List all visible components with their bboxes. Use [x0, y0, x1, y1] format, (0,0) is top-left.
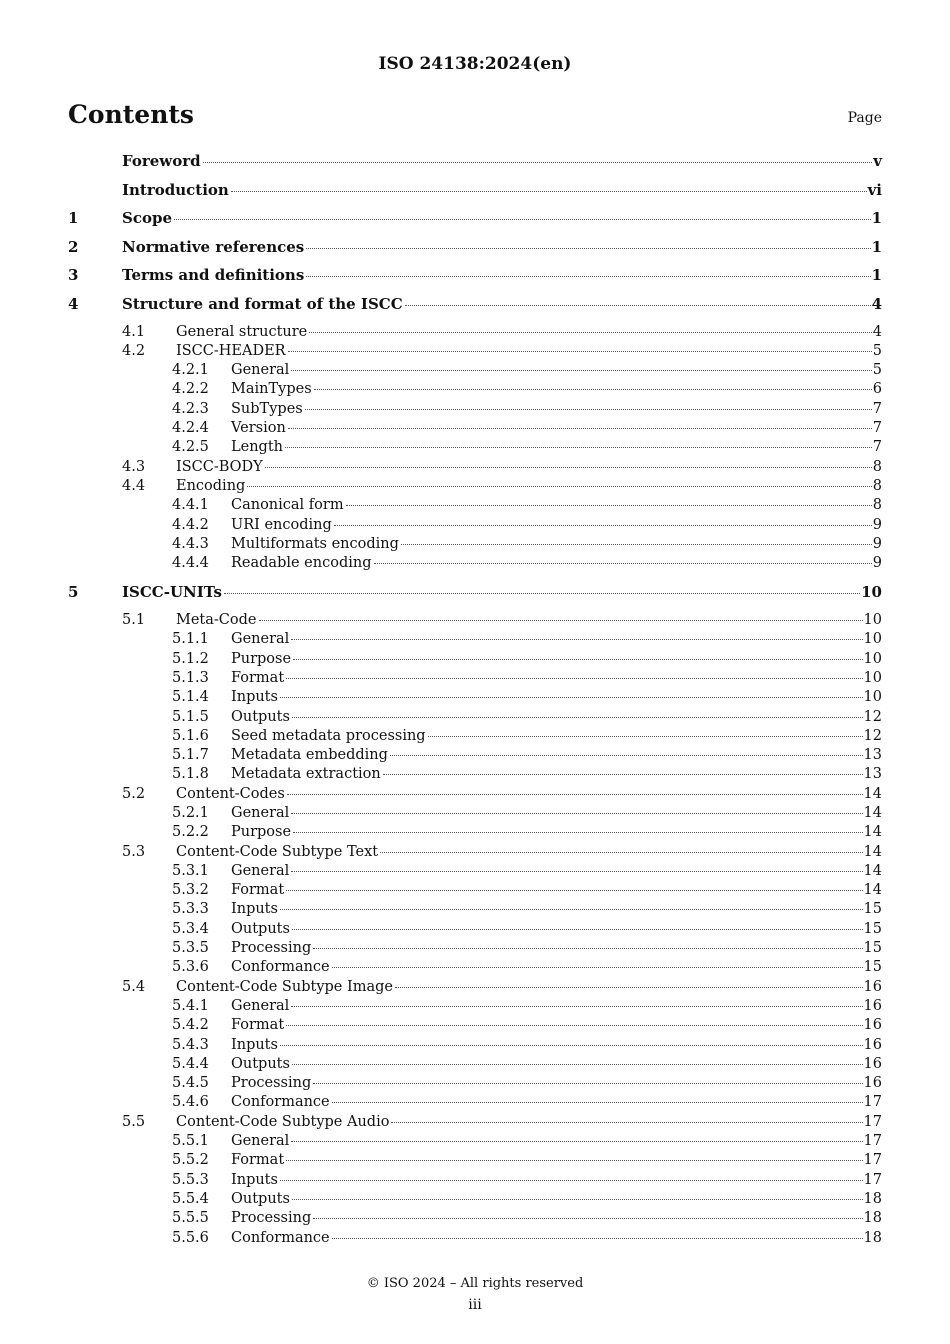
dot-leader [174, 219, 871, 220]
toc-entry[interactable] [68, 295, 882, 324]
dot-leader [332, 1238, 863, 1239]
toc-entry-number: 5.4.2 [172, 1017, 209, 1034]
dot-leader [292, 1199, 863, 1200]
toc-entry-title[interactable]: Metadata embedding [231, 747, 388, 764]
toc-entry[interactable] [68, 1056, 882, 1075]
toc-entry-number: 5.5.6 [172, 1229, 209, 1246]
toc-entry-title[interactable]: General [231, 997, 290, 1014]
toc-entry-number: 5.2.2 [172, 824, 209, 841]
toc-entry[interactable] [68, 381, 882, 400]
toc-entry-title[interactable]: General [231, 362, 290, 379]
toc-entry-title[interactable]: Encoding [176, 477, 246, 494]
toc-entry-title[interactable]: General [231, 631, 290, 648]
toc-entry-number: 5.5.4 [172, 1190, 209, 1207]
toc-entry-title[interactable]: Length [231, 439, 283, 456]
dot-leader [305, 409, 872, 410]
toc-entry[interactable] [68, 238, 882, 267]
toc-entry-page[interactable]: 10 [863, 612, 882, 629]
dot-leader [306, 248, 870, 249]
dot-leader [313, 948, 862, 949]
toc-entry-number: 5.1.1 [172, 631, 209, 648]
toc-entry-title[interactable]: Content-Code Subtype Text [176, 843, 379, 860]
toc-entry-title[interactable]: Content-Code Subtype Image [176, 978, 393, 995]
toc-entry[interactable] [68, 181, 882, 210]
toc-entry-title[interactable]: Conformance [231, 959, 330, 976]
toc-entry[interactable] [68, 209, 882, 238]
toc-entry[interactable] [68, 766, 882, 785]
page-column-label: Page [847, 110, 882, 126]
toc-entry[interactable] [68, 497, 882, 516]
toc-entry-page[interactable]: 17 [863, 1171, 882, 1188]
toc-entry[interactable] [68, 998, 882, 1017]
toc-entry-number: 5.5.1 [172, 1133, 209, 1150]
toc-entry[interactable] [68, 1152, 882, 1171]
toc-entry[interactable] [68, 1017, 882, 1036]
toc-entry[interactable] [68, 728, 882, 747]
toc-entry-page[interactable]: 8 [872, 458, 882, 475]
dot-leader [293, 659, 862, 660]
toc-entry-page[interactable]: vi [867, 180, 882, 199]
toc-entry-number: 3 [68, 266, 79, 285]
toc-entry-title[interactable]: ISCC-HEADER [176, 342, 286, 359]
toc-entry-page[interactable]: 7 [872, 420, 882, 437]
toc-entry[interactable] [68, 1210, 882, 1229]
toc-entry-title[interactable]: Version [231, 420, 286, 437]
toc-entry-title[interactable]: Outputs [231, 1055, 290, 1072]
toc-entry-page[interactable]: 16 [863, 997, 882, 1014]
dot-leader [288, 428, 872, 429]
toc-entry-number: 5.1.5 [172, 708, 209, 725]
dot-leader [383, 774, 863, 775]
toc-entry-page[interactable]: 18 [863, 1210, 882, 1227]
toc-entry[interactable] [68, 536, 882, 555]
toc-entry-number: 5.5.3 [172, 1171, 209, 1188]
toc-entry-number: 4.4.2 [172, 516, 209, 533]
toc-entry-title[interactable]: Canonical form [231, 497, 344, 514]
toc-entry[interactable] [68, 824, 882, 843]
toc-entry-page[interactable]: 9 [872, 516, 882, 533]
toc-entry-number: 5.5.5 [172, 1210, 209, 1227]
dot-leader [291, 813, 862, 814]
dot-leader [309, 332, 872, 333]
toc-entry[interactable] [68, 882, 882, 901]
toc-entry[interactable] [68, 1094, 882, 1113]
toc-entry[interactable] [68, 362, 882, 381]
toc-entry-number: 5.3.4 [172, 920, 209, 937]
toc-entry[interactable] [68, 1191, 882, 1210]
toc-entry[interactable] [68, 786, 882, 805]
toc-entry-page[interactable]: 4 [871, 294, 882, 313]
toc-entry[interactable] [68, 747, 882, 766]
toc-entry-title[interactable]: Purpose [231, 824, 292, 841]
toc-entry[interactable] [68, 555, 882, 574]
dot-leader [286, 1025, 862, 1026]
table-of-contents [68, 152, 882, 1249]
toc-entry-number: 5.3.1 [172, 862, 209, 879]
toc-entry-number: 5 [68, 583, 79, 602]
toc-entry-page[interactable]: 14 [863, 843, 882, 860]
toc-entry-page[interactable]: 15 [863, 959, 882, 976]
toc-entry-number: 2 [68, 237, 79, 256]
dot-leader [285, 447, 872, 448]
toc-entry-title[interactable]: General [231, 862, 290, 879]
toc-entry[interactable] [68, 1133, 882, 1152]
toc-entry-page[interactable]: 1 [871, 266, 882, 285]
toc-entry-title[interactable]: Format [231, 669, 285, 686]
toc-entry[interactable] [68, 612, 882, 631]
dot-leader [291, 871, 862, 872]
toc-entry-number: 4.2.5 [172, 439, 209, 456]
toc-entry-title[interactable]: General structure [176, 323, 308, 340]
toc-entry-page[interactable]: 18 [863, 1229, 882, 1246]
toc-entry-number: 5.5.2 [172, 1152, 209, 1169]
toc-entry-title[interactable]: URI encoding [231, 516, 332, 533]
toc-entry-title[interactable]: Metadata extraction [231, 766, 381, 783]
toc-entry-title[interactable]: SubTypes [231, 400, 303, 417]
toc-entry-number: 5.1.8 [172, 766, 209, 783]
toc-entry-number: 5.4.3 [172, 1036, 209, 1053]
toc-entry-title[interactable]: ISCC-UNITs [122, 583, 222, 602]
dot-leader [401, 544, 872, 545]
dot-leader [314, 389, 872, 390]
toc-entry[interactable] [68, 583, 882, 612]
toc-entry-page[interactable]: 16 [863, 1017, 882, 1034]
toc-entry[interactable] [68, 439, 882, 458]
toc-entry-page[interactable]: 10 [863, 669, 882, 686]
toc-entry-page[interactable]: 15 [863, 940, 882, 957]
toc-entry-title[interactable]: Inputs [231, 901, 278, 918]
dot-leader [380, 852, 862, 853]
toc-entry-title[interactable]: Outputs [231, 708, 290, 725]
dot-leader [334, 525, 872, 526]
toc-entry[interactable] [68, 940, 882, 959]
toc-entry-number: 5.1 [122, 612, 146, 629]
toc-entry[interactable] [68, 651, 882, 670]
toc-entry-number: 4.4.1 [172, 497, 209, 514]
toc-entry[interactable] [68, 1230, 882, 1249]
toc-entry-title[interactable]: Inputs [231, 689, 278, 706]
toc-entry-page[interactable]: 14 [863, 804, 882, 821]
toc-entry-page[interactable]: 12 [863, 727, 882, 744]
toc-entry[interactable] [68, 901, 882, 920]
toc-entry[interactable] [68, 709, 882, 728]
toc-entry-number: 4.3 [122, 458, 146, 475]
toc-entry-page[interactable]: 8 [872, 477, 882, 494]
toc-entry[interactable] [68, 921, 882, 940]
dot-leader [291, 639, 862, 640]
toc-entry-number: 5.3.6 [172, 959, 209, 976]
toc-entry-page[interactable]: 15 [863, 920, 882, 937]
dot-leader [390, 755, 863, 756]
dot-leader [265, 467, 872, 468]
toc-entry-page[interactable]: 16 [863, 1036, 882, 1053]
toc-entry-number: 4.4.4 [172, 555, 209, 572]
toc-entry-page[interactable]: 10 [863, 689, 882, 706]
toc-entry[interactable] [68, 1075, 882, 1094]
dot-leader [332, 967, 863, 968]
dot-leader [286, 1160, 862, 1161]
dot-leader [288, 351, 872, 352]
toc-entry-page[interactable]: 1 [871, 237, 882, 256]
toc-entry-number: 4.2.3 [172, 400, 209, 417]
toc-entry-title[interactable]: Structure and format of the ISCC [122, 294, 403, 313]
toc-entry[interactable] [68, 1114, 882, 1133]
toc-entry-title[interactable]: Conformance [231, 1094, 330, 1111]
toc-entry-title[interactable]: Seed metadata processing [231, 727, 426, 744]
toc-entry-title[interactable]: Content-Code Subtype Audio [176, 1113, 390, 1130]
toc-entry[interactable] [68, 343, 882, 362]
dot-leader [280, 909, 863, 910]
toc-entry-number: 5.4.4 [172, 1055, 209, 1072]
toc-entry[interactable] [68, 324, 882, 343]
toc-entry-page[interactable]: 16 [863, 1075, 882, 1092]
toc-entry-page[interactable]: 14 [863, 785, 882, 802]
toc-entry-title[interactable]: Format [231, 882, 285, 899]
toc-entry-page[interactable]: 10 [861, 583, 882, 602]
toc-entry-title[interactable]: Meta-Code [176, 612, 257, 629]
toc-entry-title[interactable]: Inputs [231, 1171, 278, 1188]
toc-entry-page[interactable]: 7 [872, 400, 882, 417]
dot-leader [291, 1141, 862, 1142]
toc-entry-number: 1 [68, 209, 79, 228]
toc-entry-number: 5.1.4 [172, 689, 209, 706]
toc-entry-page[interactable]: 1 [871, 209, 882, 228]
toc-entry-title[interactable]: Purpose [231, 650, 292, 667]
toc-entry-title[interactable]: Readable encoding [231, 555, 372, 572]
toc-entry[interactable] [68, 959, 882, 978]
toc-entry-number: 4.2.4 [172, 420, 209, 437]
dot-leader [405, 305, 871, 306]
page-title: Contents [68, 100, 195, 129]
toc-entry-title[interactable]: Processing [231, 1075, 312, 1092]
dot-leader [292, 929, 863, 930]
toc-entry-page[interactable]: 16 [863, 1055, 882, 1072]
toc-entry-page[interactable]: 13 [863, 747, 882, 764]
toc-entry-page[interactable]: 8 [872, 497, 882, 514]
dot-leader [332, 1102, 863, 1103]
toc-entry-title[interactable]: Processing [231, 1210, 312, 1227]
toc-entry-page[interactable]: 12 [863, 708, 882, 725]
toc-entry-title[interactable]: General [231, 1133, 290, 1150]
toc-entry-page[interactable]: 4 [872, 323, 882, 340]
toc-entry-title[interactable]: MainTypes [231, 381, 312, 398]
toc-entry-title[interactable]: Conformance [231, 1229, 330, 1246]
toc-entry-number: 4.1 [122, 323, 146, 340]
toc-entry-title[interactable]: Format [231, 1017, 285, 1034]
toc-entry-title[interactable]: Scope [122, 209, 173, 228]
toc-entry[interactable] [68, 401, 882, 420]
toc-entry-number: 5.3.5 [172, 940, 209, 957]
toc-entry[interactable] [68, 631, 882, 650]
dot-leader [292, 717, 863, 718]
dot-leader [313, 1218, 862, 1219]
dot-leader [287, 794, 863, 795]
toc-entry[interactable] [68, 459, 882, 478]
toc-entry[interactable] [68, 863, 882, 882]
toc-entry-title[interactable]: Normative references [122, 237, 305, 256]
toc-entry-page[interactable]: 14 [863, 862, 882, 879]
toc-entry-title[interactable]: General [231, 804, 290, 821]
dot-leader [428, 736, 863, 737]
dot-leader [286, 678, 862, 679]
toc-entry-title[interactable]: Terms and definitions [122, 266, 305, 285]
toc-entry[interactable] [68, 1037, 882, 1056]
toc-entry-title[interactable]: Processing [231, 940, 312, 957]
toc-entry-title[interactable]: Outputs [231, 1190, 290, 1207]
toc-entry-page[interactable]: 15 [863, 901, 882, 918]
toc-entry-number: 4 [68, 294, 79, 313]
toc-entry-page[interactable]: 14 [863, 824, 882, 841]
toc-entry-number: 5.1.6 [172, 727, 209, 744]
toc-entry-page[interactable]: 17 [863, 1133, 882, 1150]
toc-entry-page[interactable]: 9 [872, 535, 882, 552]
dot-leader [280, 1045, 863, 1046]
toc-entry-number: 5.2.1 [172, 804, 209, 821]
dot-leader [280, 697, 863, 698]
dot-leader [231, 191, 867, 192]
toc-entry-page[interactable]: 13 [863, 766, 882, 783]
toc-entry-title[interactable]: Inputs [231, 1036, 278, 1053]
toc-entry-number: 5.3.2 [172, 882, 209, 899]
dot-leader [286, 890, 862, 891]
page-number: iii [468, 1297, 482, 1313]
toc-entry-page[interactable]: 17 [863, 1152, 882, 1169]
toc-entry-number: 4.2 [122, 342, 146, 359]
toc-entry[interactable] [68, 805, 882, 824]
toc-entry[interactable] [68, 979, 882, 998]
toc-entry-title[interactable]: Introduction [122, 180, 229, 199]
toc-entry-number: 5.1.2 [172, 650, 209, 667]
toc-entry-page[interactable]: v [873, 152, 882, 170]
toc-entry[interactable] [68, 152, 882, 181]
dot-leader [291, 370, 871, 371]
toc-entry-page[interactable]: 5 [872, 362, 882, 379]
toc-entry-title[interactable]: Multiformats encoding [231, 535, 399, 552]
toc-entry-number: 5.3 [122, 843, 146, 860]
toc-entry-page[interactable]: 14 [863, 882, 882, 899]
toc-entry-page[interactable]: 18 [863, 1190, 882, 1207]
toc-entry[interactable] [68, 517, 882, 536]
toc-entry-title[interactable]: Outputs [231, 920, 290, 937]
toc-entry-number: 5.4.6 [172, 1094, 209, 1111]
toc-entry-title[interactable]: Format [231, 1152, 285, 1169]
dot-leader [280, 1180, 863, 1181]
toc-entry-page[interactable]: 10 [863, 650, 882, 667]
dot-leader [247, 486, 871, 487]
toc-entry-page[interactable]: 17 [863, 1094, 882, 1111]
toc-entry-page[interactable]: 16 [863, 978, 882, 995]
dot-leader [259, 620, 863, 621]
toc-entry[interactable] [68, 670, 882, 689]
dot-leader [391, 1122, 862, 1123]
toc-entry-number: 5.4.1 [172, 997, 209, 1014]
toc-entry[interactable] [68, 844, 882, 863]
dot-leader [293, 832, 862, 833]
dot-leader [203, 162, 873, 163]
toc-entry-number: 5.2 [122, 785, 146, 802]
toc-entry-number: 4.2.2 [172, 381, 209, 398]
toc-entry-title[interactable]: Content-Codes [176, 785, 285, 802]
dot-leader [224, 593, 860, 594]
toc-entry-number: 4.4 [122, 477, 146, 494]
toc-entry-title[interactable]: Foreword [122, 152, 201, 170]
toc-entry-number: 5.4.5 [172, 1075, 209, 1092]
dot-leader [395, 987, 863, 988]
toc-entry-page[interactable]: 10 [863, 631, 882, 648]
toc-entry-number: 5.5 [122, 1113, 146, 1130]
dot-leader [313, 1083, 862, 1084]
toc-entry-number: 5.3.3 [172, 901, 209, 918]
toc-entry-number: 5.1.7 [172, 747, 209, 764]
toc-entry[interactable] [68, 1172, 882, 1191]
toc-entry[interactable] [68, 266, 882, 295]
toc-entry-title[interactable]: ISCC-BODY [176, 458, 263, 475]
toc-entry-page[interactable]: 6 [872, 381, 882, 398]
toc-entry-page[interactable]: 17 [863, 1113, 882, 1130]
document-header: ISO 24138:2024(en) [378, 54, 572, 74]
toc-entry-page[interactable]: 5 [872, 342, 882, 359]
toc-entry-page[interactable]: 7 [872, 439, 882, 456]
dot-leader [306, 276, 870, 277]
toc-entry-number: 5.4 [122, 978, 146, 995]
toc-entry-page[interactable]: 9 [872, 555, 882, 572]
toc-entry[interactable] [68, 478, 882, 497]
toc-entry-number: 4.2.1 [172, 362, 209, 379]
toc-entry-number: 5.1.3 [172, 669, 209, 686]
toc-entry[interactable] [68, 689, 882, 708]
dot-leader [292, 1064, 863, 1065]
toc-entry-number: 4.4.3 [172, 535, 209, 552]
dot-leader [346, 505, 872, 506]
dot-leader [291, 1006, 862, 1007]
dot-leader [374, 563, 872, 564]
copyright-notice: © ISO 2024 – All rights reserved [366, 1276, 584, 1291]
toc-entry[interactable] [68, 420, 882, 439]
